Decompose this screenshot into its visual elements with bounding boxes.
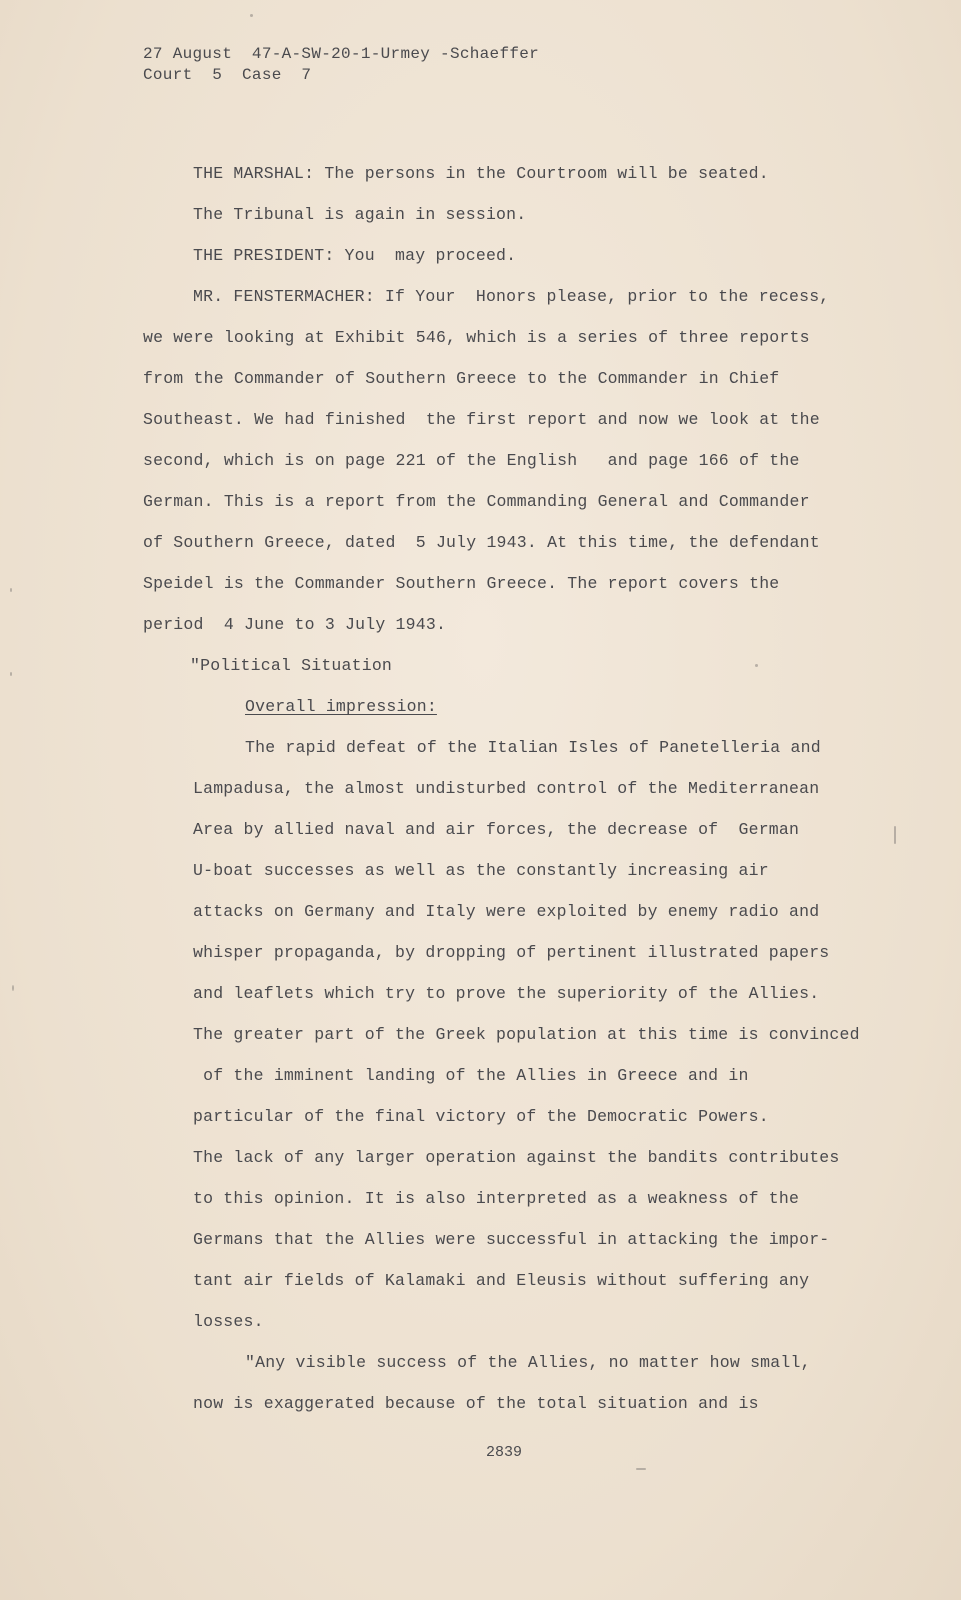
paper-speck — [894, 826, 896, 844]
header-court-case: Court 5 Case 7 — [143, 66, 312, 84]
quoted-line: of the imminent landing of the Allies in Greece and in — [193, 1066, 749, 1085]
subsection-heading: Overall impression: — [245, 697, 437, 716]
quoted-line: The rapid defeat of the Italian Isles of Panetelleria and — [245, 738, 821, 757]
quoted-line: Lampadusa, the almost undisturbed control of the Mediterranean — [193, 779, 820, 798]
quoted-line: particular of the final victory of the Democratic Powers. — [193, 1107, 769, 1126]
quoted-line: whisper propaganda, by dropping of pertinent illustrated papers — [193, 943, 830, 962]
document-header — [143, 44, 539, 86]
transcript-line: from the Commander of Southern Greece to the Commander in Chief — [143, 369, 780, 388]
page-number: 2839 — [486, 1444, 523, 1461]
quoted-line: tant air fields of Kalamaki and Eleusis without suffering any — [193, 1271, 810, 1290]
paper-speck — [250, 14, 253, 17]
paper-speck — [12, 985, 14, 991]
transcript-line: The Tribunal is again in session. — [193, 205, 527, 224]
quoted-line: to this opinion. It is also interpreted as a weakness of the — [193, 1189, 800, 1208]
section-heading: "Political Situation — [190, 656, 393, 675]
transcript-line: THE MARSHAL: The persons in the Courtroom will be seated. — [193, 164, 769, 183]
quoted-line: U-boat successes as well as the constantly increasing air — [193, 861, 769, 880]
transcript-line: MR. FENSTERMACHER: If Your Honors please, prior to the recess, — [193, 287, 830, 306]
paper-speck — [10, 588, 12, 592]
transcript-line: THE PRESIDENT: You may proceed. — [193, 246, 517, 265]
quoted-line: Area by allied naval and air forces, the decrease of German — [193, 820, 800, 839]
quoted-line: now is exaggerated because of the total situation and is — [193, 1394, 759, 1413]
transcript-line: second, which is on page 221 of the English and page 166 of the — [143, 451, 800, 470]
quoted-line: The greater part of the Greek population at this time is convinced — [193, 1025, 860, 1044]
transcript-line: Southeast. We had finished the first report and now we look at the — [143, 410, 820, 429]
transcript-line: we were looking at Exhibit 546, which is a series of three reports — [143, 328, 810, 347]
quoted-line: "Any visible success of the Allies, no matter how small, — [245, 1353, 811, 1372]
transcript-line: period 4 June to 3 July 1943. — [143, 615, 447, 634]
transcript-line: German. This is a report from the Commanding General and Commander — [143, 492, 810, 511]
transcript-line: Speidel is the Commander Southern Greece. The report covers the — [143, 574, 780, 593]
paper-speck — [10, 672, 12, 676]
quoted-line: attacks on Germany and Italy were exploited by enemy radio and — [193, 902, 820, 921]
paper-speck — [636, 1468, 646, 1470]
transcript-line: of Southern Greece, dated 5 July 1943. At this time, the defendant — [143, 533, 820, 552]
quoted-line: The lack of any larger operation against the bandits contributes — [193, 1148, 840, 1167]
header-date-reference: 27 August 47-A-SW-20-1-Urmey -Schaeffer — [143, 45, 540, 63]
quoted-line: losses. — [193, 1312, 264, 1331]
quoted-line: Germans that the Allies were successful in attacking the impor- — [193, 1230, 830, 1249]
paper-speck — [755, 664, 758, 667]
quoted-line: and leaflets which try to prove the superiority of the Allies. — [193, 984, 820, 1003]
